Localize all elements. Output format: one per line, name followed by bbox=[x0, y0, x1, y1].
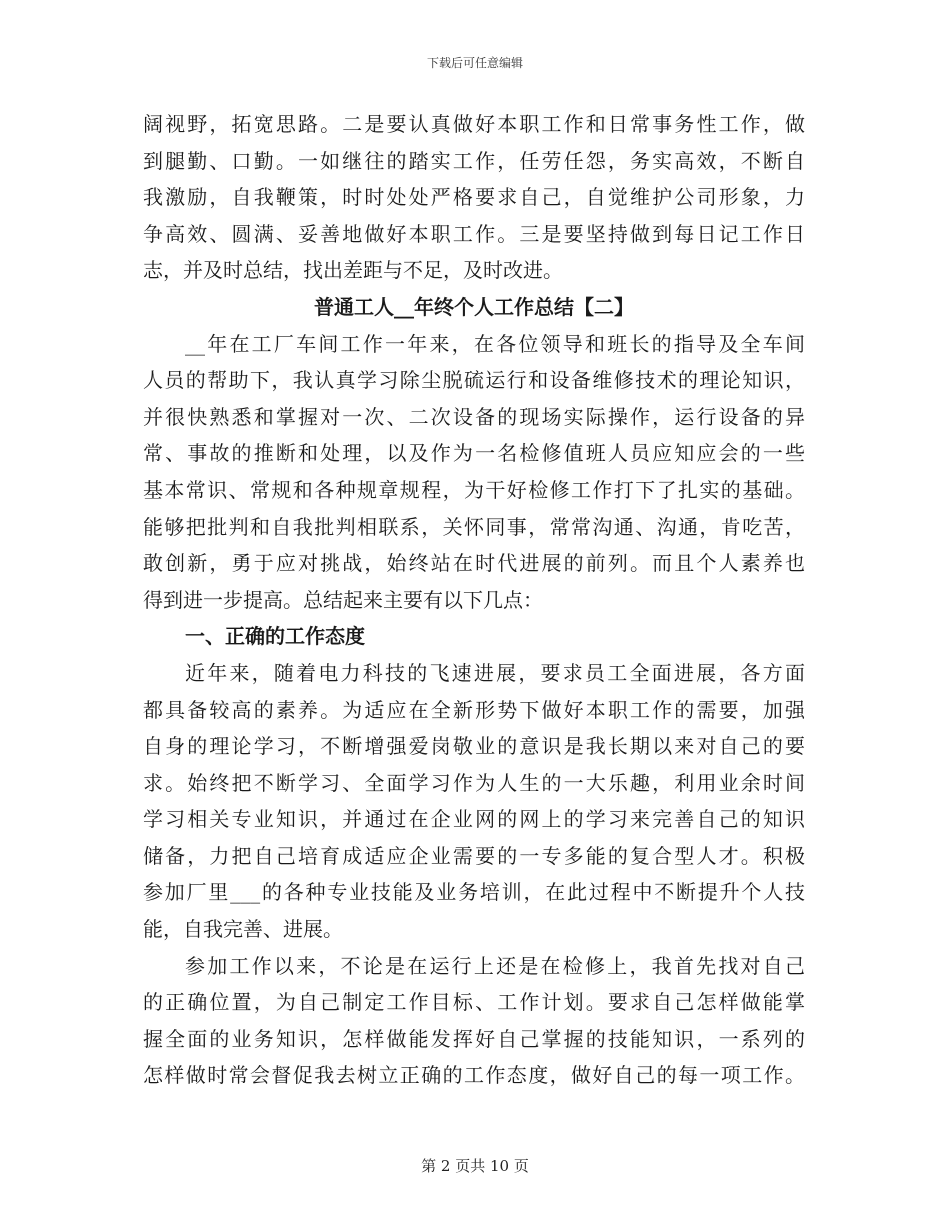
paragraph-line: 都具备较高的素养。为适应在全新形势下做好本职工作的需要，加强 bbox=[143, 697, 805, 722]
paragraph-line: 常、事故的推断和处理，以及作为一名检修值班人员应知应会的一些 bbox=[143, 441, 805, 466]
paragraph-line: 敢创新，勇于应对挑战，始终站在时代进展的前列。而且个人素养也 bbox=[143, 551, 805, 576]
paragraph-line: 并很快熟悉和掌握对一次、二次设备的现场实际操作，运行设备的异 bbox=[143, 404, 805, 429]
paragraph-line: 学习相关专业知识，并通过在企业网的网上的学习来完善自己的知识 bbox=[143, 807, 805, 832]
paragraph-line: 握全面的业务知识，怎样做能发挥好自己掌握的技能知识，一系列的 bbox=[143, 1026, 805, 1051]
paragraph-line: 人员的帮助下，我认真学习除尘脱硫运行和设备维修技术的理论知识， bbox=[143, 368, 805, 393]
paragraph-last-line: 得到进一步提高。总结起来主要有以下几点： bbox=[143, 587, 543, 612]
paragraph-line: 自身的理论学习，不断增强爱岗敬业的意识是我长期以来对自己的要 bbox=[143, 734, 805, 759]
paragraph-line: 怎样做时常会督促我去树立正确的工作态度，做好自己的每一项工作。 bbox=[143, 1063, 805, 1088]
paragraph-line: 求。始终把不断学习、全面学习作为人生的一大乐趣，利用业余时间 bbox=[143, 770, 805, 795]
paragraph-line: 的正确位置，为自己制定工作目标、工作计划。要求自己怎样做能掌 bbox=[143, 990, 805, 1015]
paragraph-first-line: 参加工作以来，不论是在运行上还是在检修上，我首先找对自己 bbox=[185, 953, 805, 978]
header-note: 下载后可任意编辑 bbox=[426, 56, 523, 70]
paragraph-line: 争高效、圆满、妥善地做好本职工作。三是要坚持做到每日记工作日 bbox=[143, 221, 805, 246]
paragraph-line: 到腿勤、口勤。一如继往的踏实工作，任劳任怨，务实高效，不断自 bbox=[143, 148, 805, 173]
page-footer: 第 2 页共 10 页 bbox=[421, 1157, 529, 1175]
section-title: 普通工人__年终个人工作总结【二】 bbox=[314, 294, 634, 319]
paragraph-first-line: 近年来，随着电力科技的飞速进展，要求员工全面进展，各方面 bbox=[185, 660, 805, 685]
document-body bbox=[143, 106, 805, 1094]
paragraph-line: 能够把批判和自我批判相联系，关怀同事，常常沟通、沟通，肯吃苦， bbox=[143, 514, 805, 539]
paragraph-line: 阔视野，拓宽思路。二是要认真做好本职工作和日常事务性工作，做 bbox=[143, 112, 805, 136]
paragraph-first-line: __年在工厂车间工作一年来，在各位领导和班长的指导及全车间 bbox=[185, 331, 805, 356]
paragraph-last-line: 志，并及时总结，找出差距与不足，及时改进。 bbox=[143, 258, 563, 283]
subsection-heading: 一、正确的工作态度 bbox=[185, 624, 365, 649]
paragraph-line: 参加厂里___的各种专业技能及业务培训，在此过程中不断提升个人技 bbox=[143, 880, 805, 905]
paragraph-line: 基本常识、常规和各种规章规程，为干好检修工作打下了扎实的基础。 bbox=[143, 477, 805, 502]
paragraph-line: 我激励，自我鞭策，时时处处严格要求自己，自觉维护公司形象，力 bbox=[143, 185, 805, 210]
paragraph-line: 储备，力把自己培育成适应企业需要的一专多能的复合型人才。积极 bbox=[143, 843, 805, 868]
paragraph-last-line: 能，自我完善、进展。 bbox=[143, 917, 343, 942]
